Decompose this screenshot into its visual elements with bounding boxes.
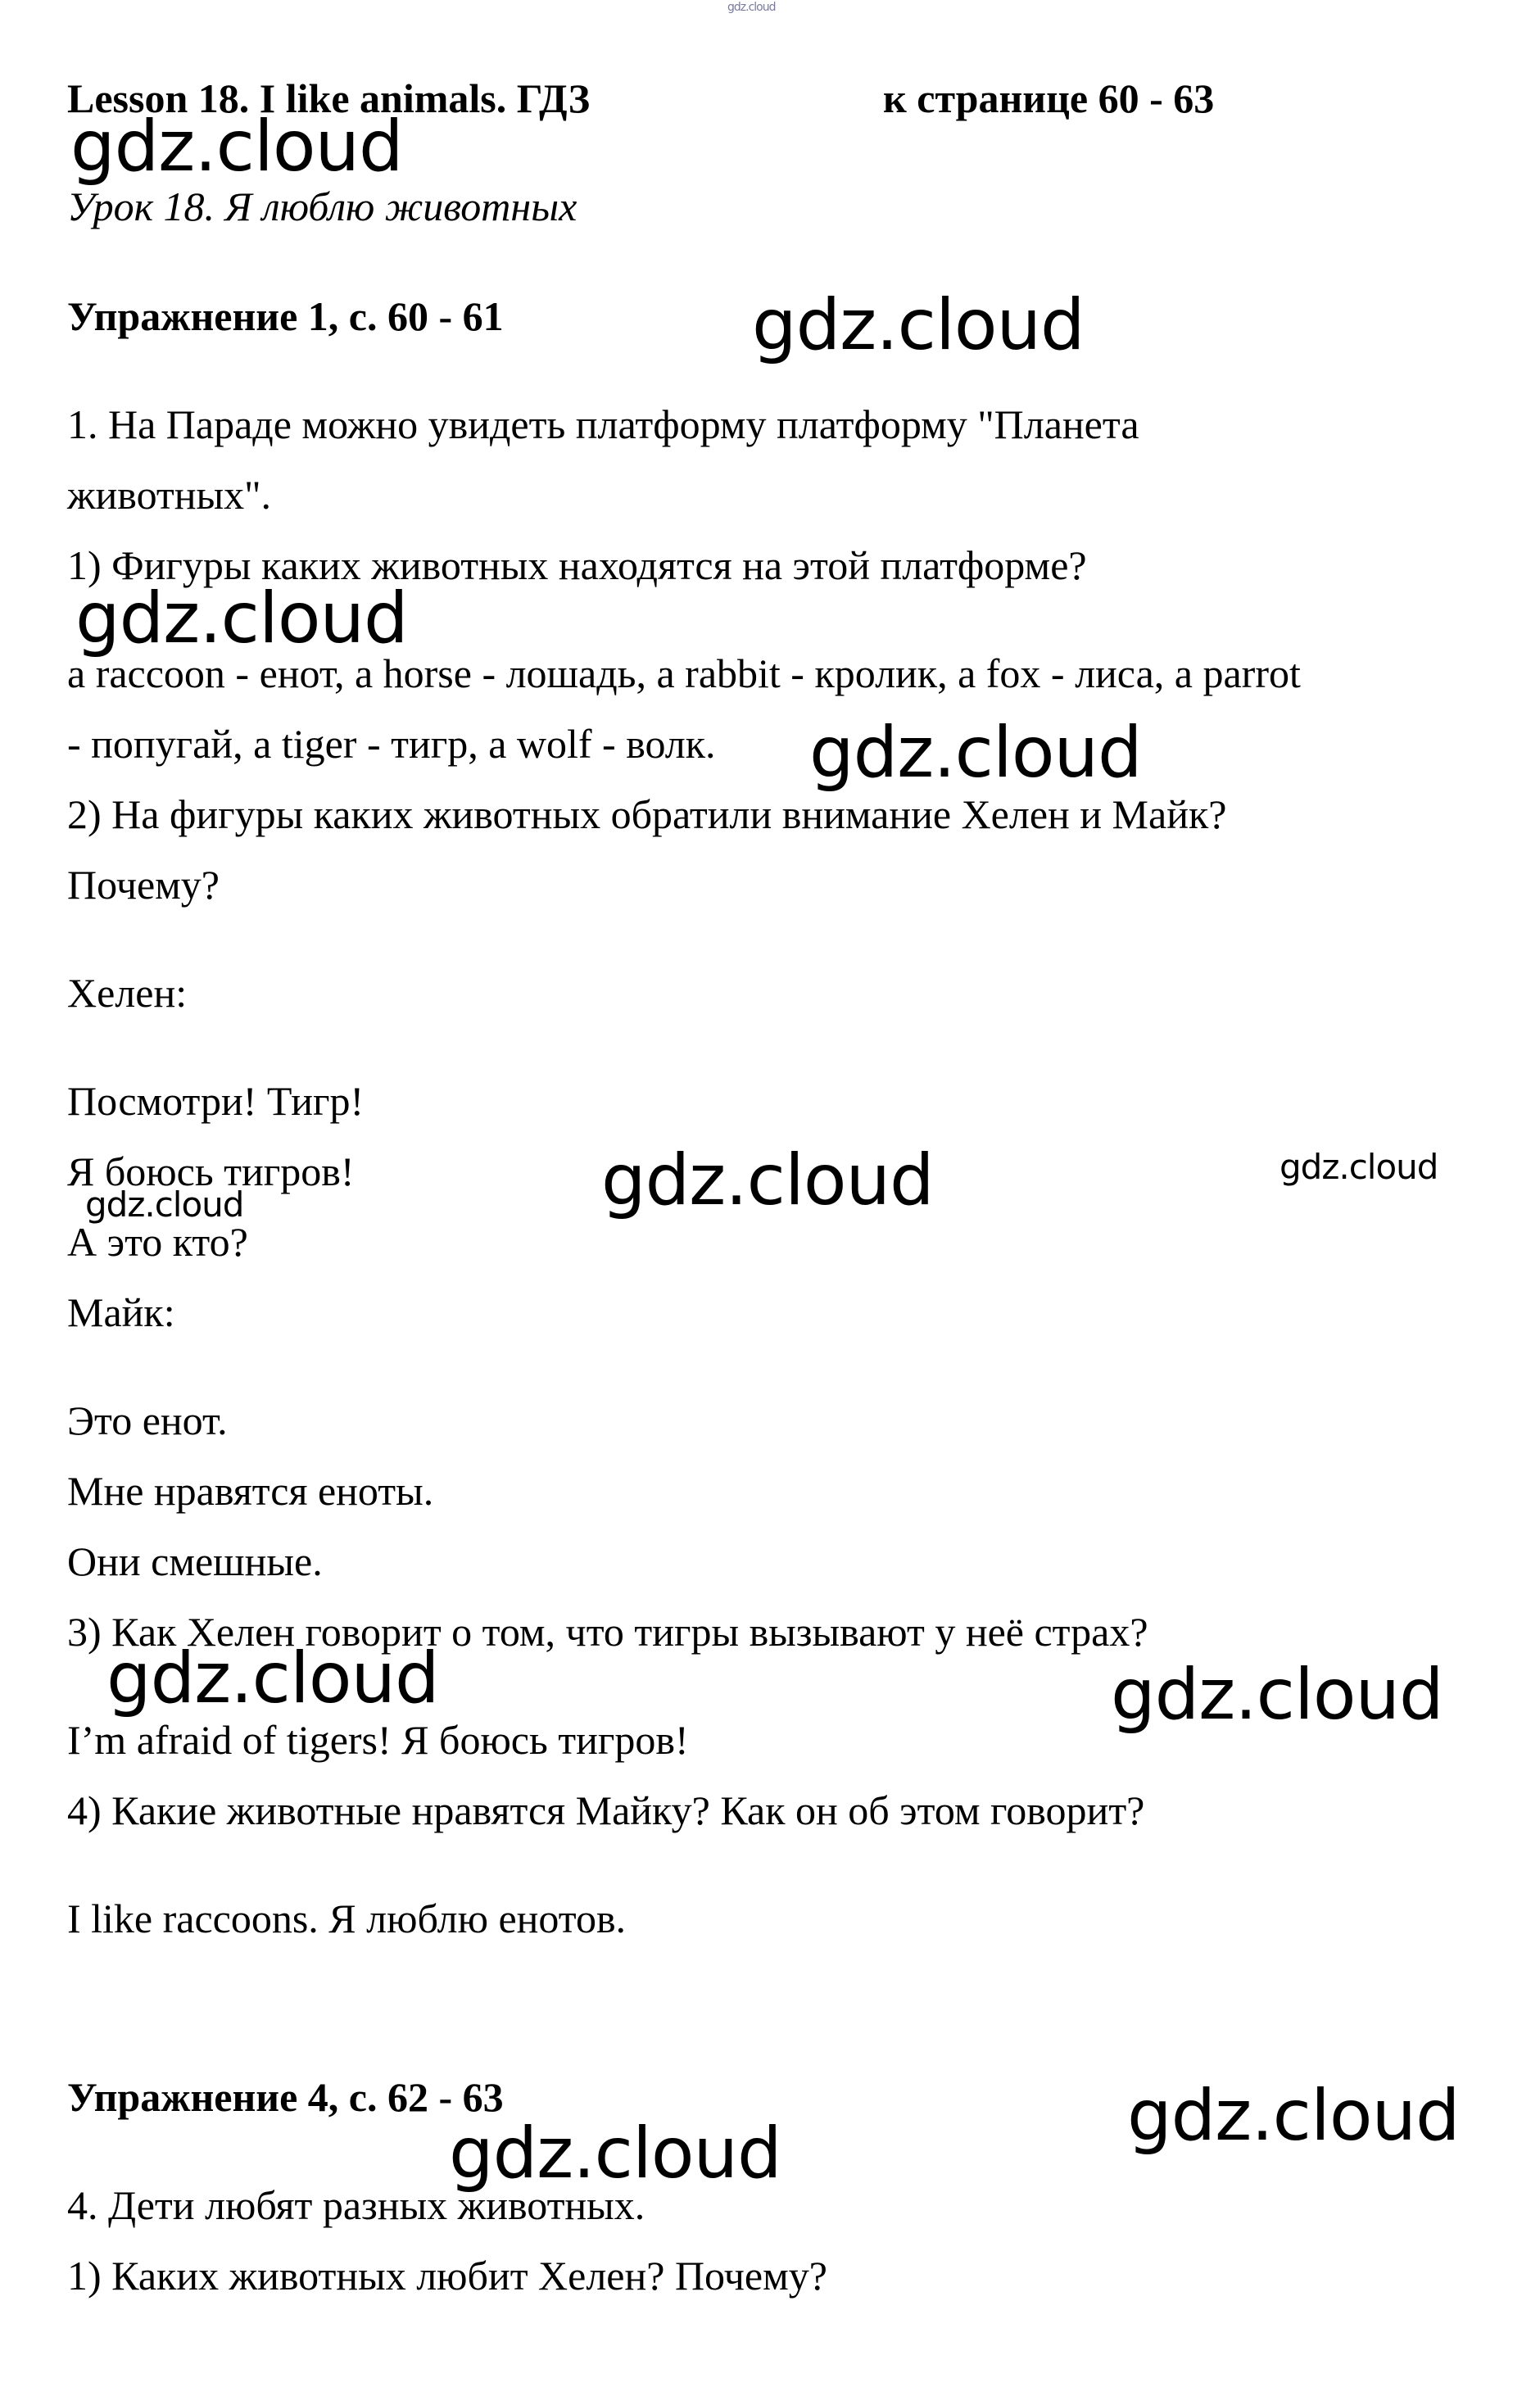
question-4: 4) Какие животные нравятся Майку? Как он об этом говорит? <box>67 1787 1145 1833</box>
watermark: gdz.cloud <box>1280 1147 1438 1187</box>
question-2-cont: Почему? <box>67 862 220 908</box>
exercise-4-intro: 4. Дети любят разных животных. <box>67 2182 645 2228</box>
answer-1-line-1: a raccoon - енот, a horse - лошадь, a rabbit - кролик, a fox - лиса, a parrot <box>67 650 1301 696</box>
watermark: gdz.cloud <box>85 1184 244 1225</box>
exercise-1-intro: 1. На Параде можно увидеть платформу платформу "Планета <box>67 401 1139 447</box>
dialogue-line: Они смешные. <box>67 1538 323 1584</box>
exercise-1-heading: Упражнение 1, с. 60 - 61 <box>67 293 504 339</box>
watermark: gdz.cloud <box>449 2113 781 2194</box>
watermark: gdz.cloud <box>1127 2075 1460 2157</box>
question-2: 2) На фигуры каких животных обратили внимание Хелен и Майк? <box>67 791 1227 837</box>
dialogue-line: Посмотри! Тигр! <box>67 1078 365 1124</box>
speaker-helen: Хелен: <box>67 970 188 1016</box>
exercise-4-question-1: 1) Каких животных любит Хелен? Почему? <box>67 2253 827 2299</box>
dialogue-line: А это кто? <box>67 1219 248 1265</box>
answer-3: I’m afraid of tigers! Я боюсь тигров! <box>67 1717 689 1763</box>
watermark: gdz.cloud <box>75 578 408 659</box>
exercise-4-heading: Упражнение 4, с. 62 - 63 <box>67 2074 504 2120</box>
lesson-title: Lesson 18. I like animals. ГДЗ <box>67 75 591 121</box>
watermark: gdz.cloud <box>752 284 1085 366</box>
answer-4: I like raccoons. Я люблю енотов. <box>67 1896 627 1941</box>
answer-1-line-2: - попугай, a tiger - тигр, a wolf - волк. <box>67 721 716 767</box>
page-range: к странице 60 - 63 <box>883 75 1215 121</box>
watermark: gdz.cloud <box>1111 1654 1443 1736</box>
question-1: 1) Фигуры каких животных находятся на этой платформе? <box>67 542 1087 588</box>
question-3: 3) Как Хелен говорит о том, что тигры вызывают у неё страх? <box>67 1609 1148 1655</box>
dialogue-line: Мне нравятся еноты. <box>67 1468 434 1514</box>
watermark: gdz.cloud <box>809 712 1142 794</box>
dialogue-line: Это енот. <box>67 1397 228 1443</box>
exercise-1-intro-cont: животных". <box>67 472 272 518</box>
top-watermark: gdz.cloud <box>727 1 776 14</box>
watermark: gdz.cloud <box>70 106 403 188</box>
watermark: gdz.cloud <box>601 1139 934 1221</box>
watermark: gdz.cloud <box>106 1637 439 1719</box>
lesson-subtitle: Урок 18. Я люблю животных <box>67 183 578 229</box>
dialogue-line: Я боюсь тигров! <box>67 1148 355 1194</box>
speaker-mike: Майк: <box>67 1289 175 1335</box>
